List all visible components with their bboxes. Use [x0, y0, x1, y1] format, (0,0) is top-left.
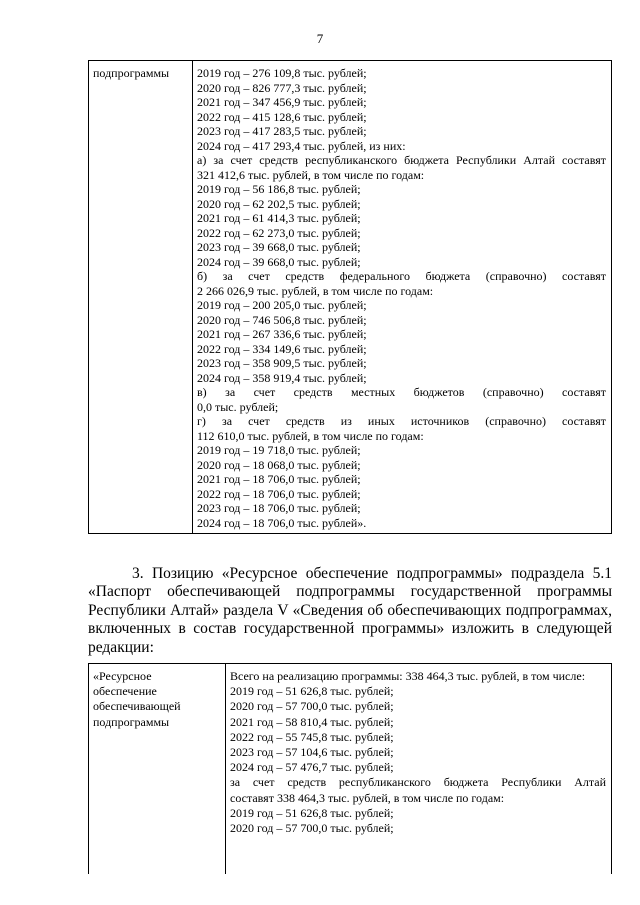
- table2-label-line: обеспечивающей: [93, 699, 181, 714]
- funding-line: 2022 год – 62 273,0 тыс. рублей;: [197, 225, 361, 240]
- funding-line: 2019 год – 51 626,8 тыс. рублей;: [230, 805, 394, 820]
- table2-content-cell: [226, 664, 612, 875]
- funding-line: 2022 год – 334 149,6 тыс. рублей;: [197, 341, 367, 356]
- funding-line: 2019 год – 200 205,0 тыс. рублей;: [197, 298, 367, 312]
- funding-line: 2021 год – 18 706,0 тыс. рублей;: [197, 472, 361, 486]
- table2-label-line: обеспечение: [93, 684, 157, 699]
- funding-line: 2024 год – 358 919,4 тыс. рублей;: [197, 370, 367, 385]
- table2-label-line: «Ресурсное: [93, 669, 152, 683]
- funding-line: 2024 год – 417 293,4 тыс. рублей, из них:: [197, 138, 406, 153]
- funding-line: 2020 год – 18 068,0 тыс. рублей;: [197, 457, 361, 472]
- table1-label-cell: [89, 61, 193, 534]
- funding-line: 2019 год – 19 718,0 тыс. рублей;: [197, 443, 361, 457]
- funding-line: 2022 год – 18 706,0 тыс. рублей;: [197, 486, 361, 501]
- resource-table-new: [88, 663, 612, 874]
- amendment-paragraph: [88, 565, 612, 657]
- resource-table-continued: [88, 60, 612, 534]
- funding-line: Всего на реализацию программы: 338 464,3 тыс. рублей, в том числе:: [230, 669, 586, 683]
- table2-label-cell: [89, 664, 226, 875]
- funding-line: составят 338 464,3 тыс. рублей, в том числе по годам:: [230, 790, 505, 805]
- funding-line: 2020 год – 62 202,5 тыс. рублей;: [197, 196, 361, 211]
- funding-line: 2020 год – 746 506,8 тыс. рублей;: [197, 312, 367, 327]
- funding-line: 2024 год – 39 668,0 тыс. рублей;: [197, 254, 361, 269]
- funding-line: 2023 год – 358 909,5 тыс. рублей;: [197, 356, 367, 370]
- table1-content-cell: [193, 61, 612, 534]
- funding-line: 2019 год – 56 186,8 тыс. рублей;: [197, 182, 361, 196]
- funding-line: 2019 год – 276 109,8 тыс. рублей;: [197, 66, 367, 80]
- funding-line: а) за счет средств республиканского бюджета Республики Алтай составят: [197, 153, 606, 167]
- funding-line: 2022 год – 415 128,6 тыс. рублей;: [197, 109, 367, 124]
- funding-line: 2023 год – 39 668,0 тыс. рублей;: [197, 240, 361, 254]
- funding-line: 2020 год – 57 700,0 тыс. рублей;: [230, 821, 394, 836]
- funding-line: 112 610,0 тыс. рублей, в том числе по годам:: [197, 428, 424, 443]
- page-number: 7: [316, 31, 324, 46]
- paragraph-line: включенных в состав государственной программы» изложить в следующей: [88, 620, 612, 638]
- funding-line: 0,0 тыс. рублей;: [197, 399, 279, 414]
- funding-line: 2 266 026,9 тыс. рублей, в том числе по годам:: [197, 283, 434, 298]
- funding-line: 2022 год – 55 745,8 тыс. рублей;: [230, 729, 394, 744]
- funding-line: 2020 год – 57 700,0 тыс. рублей;: [230, 699, 394, 714]
- paragraph-line: 3. Позицию «Ресурсное обеспечение подпрограммы» подраздела 5.1: [132, 565, 612, 582]
- table2-lines: [226, 664, 611, 839]
- funding-line: 2021 год – 267 336,6 тыс. рублей;: [197, 327, 367, 341]
- funding-line: 2020 год – 826 777,3 тыс. рублей;: [197, 80, 367, 95]
- funding-line: 2023 год – 57 104,6 тыс. рублей;: [230, 745, 394, 760]
- funding-line: 2021 год – 61 414,3 тыс. рублей;: [197, 211, 361, 225]
- funding-line: 321 412,6 тыс. рублей, в том числе по годам:: [197, 167, 425, 182]
- funding-line: б) за счет средств федерального бюджета (справочно) составят: [197, 269, 606, 283]
- funding-line: 2021 год – 347 456,9 тыс. рублей;: [197, 95, 367, 109]
- funding-line: г) за счет средств из иных источников (справочно) составят: [197, 414, 606, 428]
- table2-label: [89, 664, 225, 730]
- table1-lines: [193, 61, 611, 533]
- funding-line: 2024 год – 57 476,7 тыс. рублей;: [230, 760, 394, 775]
- paragraph-line: редакции:: [88, 638, 154, 656]
- funding-line: в) за счет средств местных бюджетов (справочно) составят: [197, 385, 606, 399]
- funding-line: 2023 год – 18 706,0 тыс. рублей;: [197, 501, 361, 515]
- paragraph-line: Республики Алтай» раздела V «Сведения об обеспечивающих подпрограммах,: [88, 601, 612, 619]
- funding-line: 2023 год – 417 283,5 тыс. рублей;: [197, 124, 367, 138]
- paragraph-line: «Паспорт обеспечивающей подпрограммы государственной программы: [88, 583, 612, 601]
- funding-line: 2024 год – 18 706,0 тыс. рублей».: [197, 515, 367, 530]
- funding-line: 2021 год – 58 810,4 тыс. рублей;: [230, 714, 394, 729]
- table2-label-line: подпрограммы: [93, 714, 170, 729]
- funding-line: за счет средств республиканского бюджета Республики Алтай: [230, 775, 606, 790]
- table1-label: подпрограммы: [93, 66, 170, 80]
- funding-line: 2019 год – 51 626,8 тыс. рублей;: [230, 684, 394, 699]
